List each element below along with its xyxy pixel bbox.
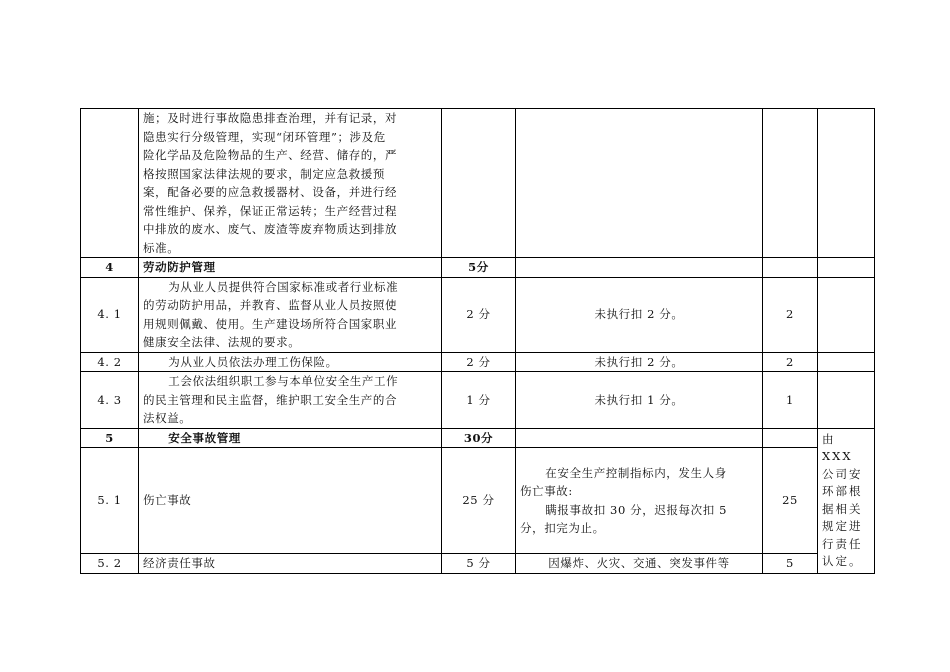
row-rule	[516, 258, 763, 278]
row-remark	[818, 352, 875, 372]
row-score: 5 分	[442, 554, 516, 574]
row-content: 工会依法组织职工参与本单位安全生产工作 的民主管理和民主监督，维护职工安全生产的合 法权益。	[139, 372, 442, 429]
section-number: 5	[81, 428, 139, 448]
row-score: 2 分	[442, 277, 516, 352]
row-rule: 未执行扣 1 分。	[516, 372, 763, 429]
row-remark	[818, 277, 875, 352]
row-remark	[818, 258, 875, 278]
table-row	[81, 109, 875, 258]
row-deduct: 5	[763, 554, 818, 574]
row-content: 经济责任事故	[139, 554, 442, 574]
row-deduct	[763, 428, 818, 448]
row-score: 1 分	[442, 372, 516, 429]
row-deduct: 2	[763, 277, 818, 352]
row-number: 5. 1	[81, 448, 139, 554]
row-remark	[818, 109, 875, 258]
row-rule: 未执行扣 2 分。	[516, 277, 763, 352]
section-row	[81, 258, 875, 278]
row-deduct: 25	[763, 448, 818, 554]
row-rule	[516, 109, 763, 258]
row-rule: 在安全生产控制指标内，发生人身 伤亡事故: 瞒报事故扣 30 分，迟报每次扣 5 分，扣完为止。	[516, 448, 763, 554]
section-row	[81, 428, 875, 448]
row-deduct: 1	[763, 372, 818, 429]
row-score: 25 分	[442, 448, 516, 554]
section-score: 30分	[442, 428, 516, 448]
section-title: 安全事故管理	[139, 428, 442, 448]
row-score: 2 分	[442, 352, 516, 372]
row-rule: 未执行扣 2 分。	[516, 352, 763, 372]
row-number: 4. 2	[81, 352, 139, 372]
row-deduct	[763, 109, 818, 258]
row-remark	[818, 372, 875, 429]
table-row	[81, 277, 875, 352]
section-score: 5分	[442, 258, 516, 278]
row-deduct: 2	[763, 352, 818, 372]
row-number: 4. 1	[81, 277, 139, 352]
table-row	[81, 372, 875, 429]
row-content: 为从业人员提供符合国家标准或者行业标准 的劳动防护用品，并教育、监督从业人员按照使 用规则佩戴、使用。生产建设场所符合国家职业 健康安全法律、法规的要求。	[139, 277, 442, 352]
table-row	[81, 352, 875, 372]
row-rule: 因爆炸、火灾、交通、突发事件等	[516, 554, 763, 574]
row-number	[81, 109, 139, 258]
row-deduct	[763, 258, 818, 278]
row-rule	[516, 428, 763, 448]
row-content: 施；及时进行事故隐患排查治理，并有记录，对 隐患实行分级管理，实现“闭环管理”；涉及危 险化学品及危险物品的生产、经营、储存的，严 格按照国家法律法规的要求，制定应急救援预 案，配备必要的应急救援器材、设备，并进行经 常性维护、保养，保证正常运转；生产经营过程 中排放的废水、废气、废渣等废弃物质达到排放 标准。	[139, 109, 442, 258]
table-row	[81, 554, 875, 574]
row-number: 5. 2	[81, 554, 139, 574]
row-content: 为从业人员依法办理工伤保险。	[139, 352, 442, 372]
evaluation-table	[80, 108, 875, 574]
section-number: 4	[81, 258, 139, 278]
row-number: 4. 3	[81, 372, 139, 429]
row-content: 伤亡事故	[139, 448, 442, 554]
remark-cell: 由 XXX 公司安 环部根 据相关 规定进 行责任 认定。	[818, 428, 875, 573]
table-row	[81, 448, 875, 554]
row-score	[442, 109, 516, 258]
section-title: 劳动防护管理	[139, 258, 442, 278]
